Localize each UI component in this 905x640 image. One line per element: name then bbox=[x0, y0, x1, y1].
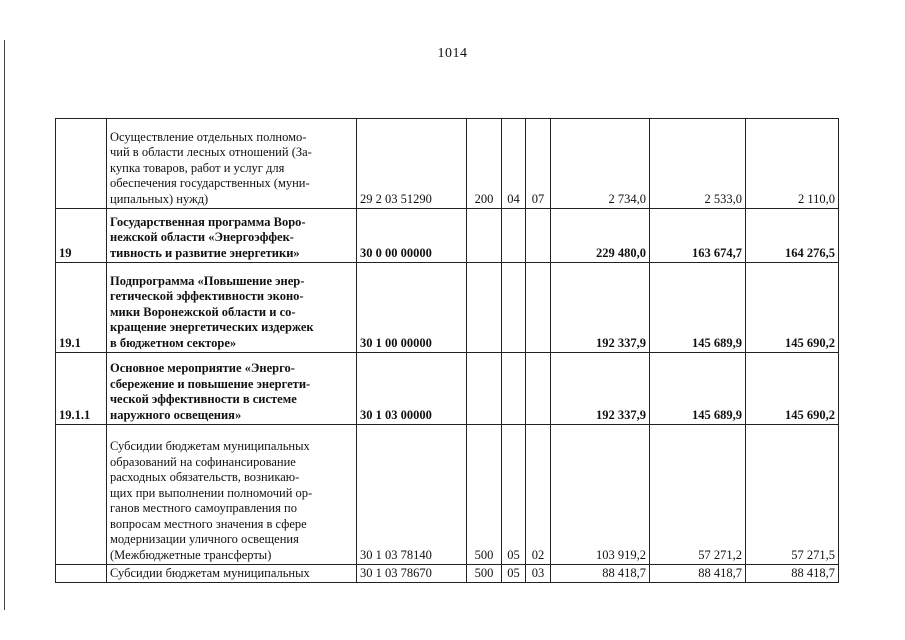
row-vr-code bbox=[467, 263, 502, 353]
row-number bbox=[56, 565, 107, 583]
row-amount-year2: 88 418,7 bbox=[650, 565, 746, 583]
row-name: Основное мероприятие «Энерго- сбережение и повышение энергети- ческой эффективности в системе наружного освещения» bbox=[107, 353, 357, 425]
row-number bbox=[56, 425, 107, 565]
row-amount-year3: 57 271,5 bbox=[746, 425, 839, 565]
row-vr-code: 200 bbox=[467, 119, 502, 209]
row-amount-year2: 2 533,0 bbox=[650, 119, 746, 209]
row-csr-code: 30 1 03 78670 bbox=[357, 565, 467, 583]
row-number: 19 bbox=[56, 209, 107, 263]
row-amount-year3: 88 418,7 bbox=[746, 565, 839, 583]
table-row bbox=[56, 353, 839, 425]
table-row bbox=[56, 425, 839, 565]
row-pr-code bbox=[526, 353, 551, 425]
row-pr-code: 02 bbox=[526, 425, 551, 565]
row-rz-code: 04 bbox=[502, 119, 526, 209]
table-row bbox=[56, 263, 839, 353]
row-vr-code: 500 bbox=[467, 425, 502, 565]
table-row bbox=[56, 209, 839, 263]
row-amount-year1: 192 337,9 bbox=[551, 353, 650, 425]
row-number bbox=[56, 119, 107, 209]
row-amount-year1: 2 734,0 bbox=[551, 119, 650, 209]
row-rz-code bbox=[502, 263, 526, 353]
row-name: Субсидии бюджетам муниципальных образований на софинансирование расходных обязательств, возникаю- щих при выполнении полномочий ор- ганов местного самоуправления по вопросам местного значения в сфере модернизации уличного освещения (Межбюджетные трансферты) bbox=[107, 425, 357, 565]
row-rz-code bbox=[502, 209, 526, 263]
row-name: Государственная программа Воро- нежской области «Энергоэффек- тивность и развитие энергетики» bbox=[107, 209, 357, 263]
row-csr-code: 30 1 03 00000 bbox=[357, 353, 467, 425]
row-number: 19.1 bbox=[56, 263, 107, 353]
page-number: 1014 bbox=[437, 46, 468, 61]
row-amount-year1: 192 337,9 bbox=[551, 263, 650, 353]
row-name: Подпрограмма «Повышение энер- гетической эффективности эконо- мики Воронежской области и со- кращение энергетических издержек в бюджетном секторе» bbox=[107, 263, 357, 353]
row-pr-code: 03 bbox=[526, 565, 551, 583]
row-amount-year3: 145 690,2 bbox=[746, 353, 839, 425]
row-csr-code: 29 2 03 51290 bbox=[357, 119, 467, 209]
row-csr-code: 30 0 00 00000 bbox=[357, 209, 467, 263]
row-rz-code bbox=[502, 353, 526, 425]
row-number: 19.1.1 bbox=[56, 353, 107, 425]
row-amount-year2: 163 674,7 bbox=[650, 209, 746, 263]
budget-table bbox=[55, 118, 839, 583]
row-amount-year3: 145 690,2 bbox=[746, 263, 839, 353]
table-row bbox=[56, 565, 839, 583]
row-amount-year1: 229 480,0 bbox=[551, 209, 650, 263]
row-amount-year2: 145 689,9 bbox=[650, 353, 746, 425]
row-amount-year3: 164 276,5 bbox=[746, 209, 839, 263]
row-csr-code: 30 1 03 78140 bbox=[357, 425, 467, 565]
row-pr-code bbox=[526, 263, 551, 353]
row-amount-year3: 2 110,0 bbox=[746, 119, 839, 209]
row-amount-year1: 103 919,2 bbox=[551, 425, 650, 565]
scan-edge-line bbox=[4, 40, 5, 610]
row-name: Субсидии бюджетам муниципальных bbox=[107, 565, 357, 583]
row-vr-code bbox=[467, 353, 502, 425]
budget-table-body bbox=[56, 119, 839, 583]
row-vr-code: 500 bbox=[467, 565, 502, 583]
row-amount-year2: 57 271,2 bbox=[650, 425, 746, 565]
row-rz-code: 05 bbox=[502, 565, 526, 583]
row-amount-year2: 145 689,9 bbox=[650, 263, 746, 353]
row-rz-code: 05 bbox=[502, 425, 526, 565]
row-pr-code bbox=[526, 209, 551, 263]
row-pr-code: 07 bbox=[526, 119, 551, 209]
row-name: Осуществление отдельных полномо- чий в области лесных отношений (За- купка товаров, работ и услуг для обеспечения государственных (муни- ципальных) нужд) bbox=[107, 119, 357, 209]
row-amount-year1: 88 418,7 bbox=[551, 565, 650, 583]
table-row bbox=[56, 119, 839, 209]
row-vr-code bbox=[467, 209, 502, 263]
row-csr-code: 30 1 00 00000 bbox=[357, 263, 467, 353]
